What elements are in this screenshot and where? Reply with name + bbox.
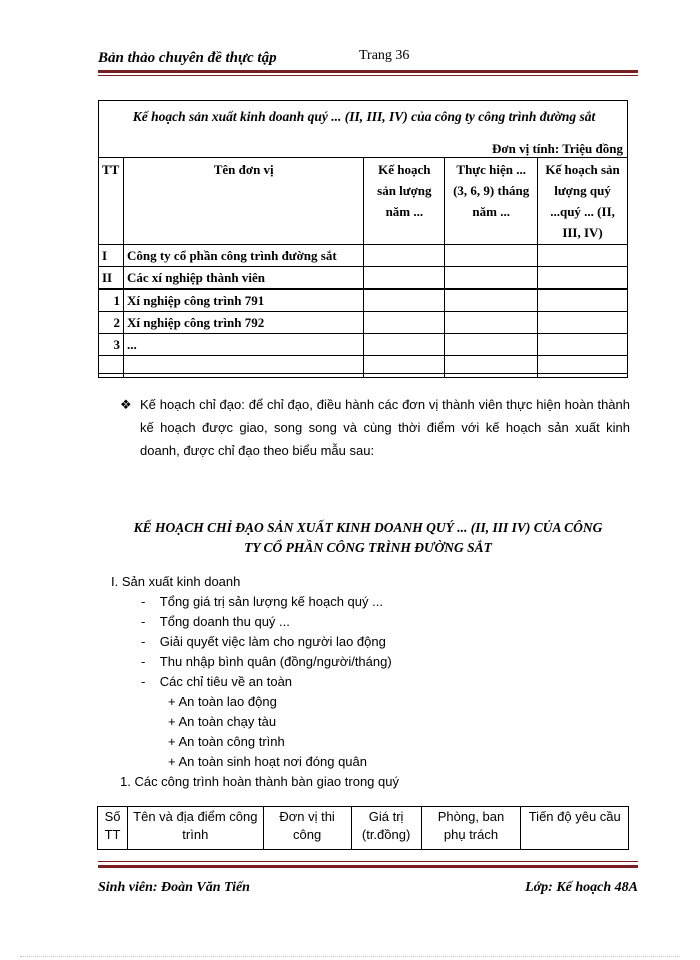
plan-table-header (99, 158, 628, 245)
plus-item: + An toàn lao động (168, 694, 277, 709)
row-index: I (99, 245, 124, 267)
table-row (99, 356, 628, 378)
direction-plan-title (98, 518, 638, 558)
bullet-paragraph (120, 393, 630, 462)
diamond-bullet-icon: ❖ (120, 397, 132, 412)
row-name: ... (123, 334, 363, 356)
row-index: 2 (99, 312, 124, 334)
col-header-department: Phòng, ban phụ trách (421, 807, 521, 850)
section-heading: I. Sản xuất kinh doanh (111, 574, 241, 589)
row-name: Công ty cổ phần công trình đường sắt (123, 245, 363, 267)
plus-item: + An toàn sinh hoạt nơi đóng quân (168, 754, 367, 769)
dash-item: - Giải quyết việc làm cho người lao động (141, 634, 386, 649)
page-number: Trang 36 (359, 48, 410, 63)
col-header-value: Giá trị (tr.đồng) (351, 807, 421, 850)
row-index: II (99, 267, 124, 290)
table-row (99, 267, 628, 290)
numbered-item: 1. Các công trình hoàn thành bàn giao trong quý (120, 774, 399, 789)
footer-rule (98, 865, 638, 868)
dash-item: - Thu nhập bình quân (đồng/người/tháng) (141, 654, 392, 669)
bullet-text: Kế hoạch chỉ đạo: để chỉ đạo, điều hành các đơn vị thành viên thực hiện hoàn thành kế hoạch được giao, song song và cùng thời điểm với kế hoạch sản xuất kinh doanh, được chỉ đạo theo biểu mẫu sau: (140, 397, 630, 458)
col-header-actual: Thực hiện ... (3, 6, 9) tháng năm ... (445, 158, 538, 245)
row-name: Xí nghiệp công trình 791 (123, 289, 363, 312)
row-name: Xí nghiệp công trình 792 (123, 312, 363, 334)
row-index (99, 356, 124, 378)
footer-class: Lớp: Kế hoạch 48A (525, 880, 638, 895)
dash-item: - Các chỉ tiêu về an toàn (141, 674, 293, 689)
row-name (123, 356, 363, 378)
handover-table (97, 806, 629, 850)
table-row (99, 334, 628, 356)
footer-rule-thin (98, 861, 638, 862)
col-header-no: Số TT (98, 807, 128, 850)
col-header-annual-plan: Kế hoạch sản lượng năm ... (364, 158, 445, 245)
plan-table-box (98, 100, 628, 374)
dash-item: - Tổng giá trị sản lượng kế hoạch quý ... (141, 594, 383, 609)
header-rule (98, 70, 638, 73)
col-header-project: Tên và địa điểm công trình (128, 807, 263, 850)
header-title: Bản thảo chuyên đề thực tập (98, 50, 277, 66)
plus-item: + An toàn công trình (168, 734, 285, 749)
table-row (99, 245, 628, 267)
col-header-progress: Tiến độ yêu cầu (521, 807, 629, 850)
row-index: 1 (99, 289, 124, 312)
row-name: Các xí nghiệp thành viên (123, 267, 363, 290)
plan-table-title: Kế hoạch sản xuất kinh doanh quý ... (II, III, IV) của công ty công trình đường sắt (132, 109, 596, 124)
plus-item: + An toàn chạy tàu (168, 714, 277, 729)
col-header-unit-name: Tên đơn vị (123, 158, 363, 245)
plan-table (98, 157, 628, 378)
dash-item: - Tổng doanh thu quý ... (141, 614, 290, 629)
direction-plan-title-line2: TY CỔ PHẦN CÔNG TRÌNH ĐƯỜNG SẮT (244, 540, 492, 555)
page-edge-divider (20, 956, 680, 957)
header-rule-thin (98, 75, 638, 76)
table-row (99, 312, 628, 334)
handover-table-header (98, 807, 629, 850)
footer-student: Sinh viên: Đoàn Văn Tiến (98, 880, 250, 895)
table-row (99, 289, 628, 312)
col-header-tt: TT (99, 158, 124, 245)
col-header-contractor: Đơn vị thi công (263, 807, 351, 850)
unit-label: Đơn vị tính: Triệu đồng (492, 141, 623, 156)
col-header-quarter-plan: Kế hoạch sản lượng quý ...quý ... (II, III, IV) (538, 158, 628, 245)
direction-plan-title-line1: KẾ HOẠCH CHỈ ĐẠO SẢN XUẤT KINH DOANH QUÝ ... (II, III IV) CỦA CÔNG (133, 520, 603, 535)
row-index: 3 (99, 334, 124, 356)
